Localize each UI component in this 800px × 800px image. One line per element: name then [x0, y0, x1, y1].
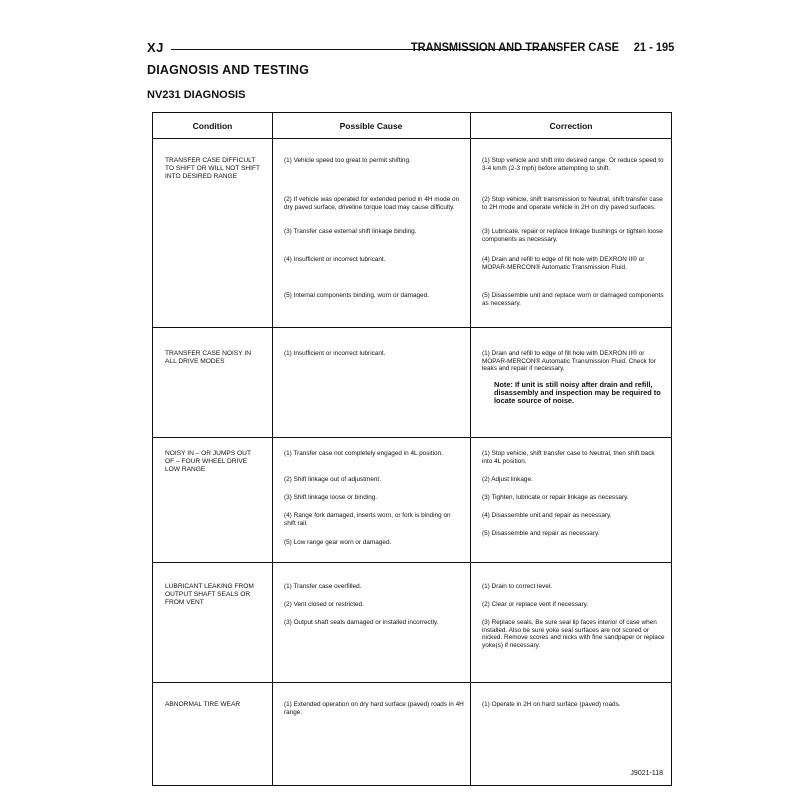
vehicle-code: XJ — [147, 40, 164, 55]
column-header-possible-cause: Possible Cause — [339, 121, 403, 131]
header-right — [411, 40, 674, 54]
row-2-condition: TRANSFER CASE NOISY IN ALL DRIVE MODES — [165, 350, 251, 365]
row-1-cause-5: (5) Internal components binding, worn or damaged. — [284, 292, 429, 299]
row-4-correction-1: (1) Drain to correct level. — [482, 583, 552, 590]
row-3-cause-5: (5) Low range gear worn or damaged. — [284, 539, 392, 546]
section-title: DIAGNOSIS AND TESTING — [147, 63, 310, 77]
row-5-correction-1: (1) Operate in 2H on hard surface (paved) roads. — [482, 701, 621, 708]
subsection-title: NV231 DIAGNOSIS — [147, 89, 246, 101]
row-3-cause-3: (3) Shift linkage loose or binding. — [284, 494, 378, 501]
row-4-correction-3: (3) Replace seals. Be sure seal lip faces interior of case when installed. Also be sure yoke seal surfaces are not scored or nicked. Remove scores and nicks with fine sandpaper or replace yoke(s) if necessary. — [482, 619, 665, 649]
row-3-correction-3: (3) Tighten, lubricate or repair linkage as necessary. — [482, 494, 629, 501]
page-number: 21 - 195 — [633, 40, 674, 54]
row-1-correction-1: (1) Stop vehicle and shift into desired range. Or reduce speed to 3-4 km/h (2-3 mph) before attempting to shift. — [482, 157, 664, 172]
row-divider-4 — [153, 682, 671, 683]
row-divider-1 — [153, 327, 671, 328]
figure-id: J9021-118 — [630, 770, 663, 777]
row-3-cause-2: (2) Shift linkage out of adjustment. — [284, 476, 381, 483]
row-3-condition: NOISY IN – OR JUMPS OUT OF – FOUR WHEEL DRIVE LOW RANGE — [165, 450, 251, 473]
row-1-cause-3: (3) Transfer case external shift linkage binding. — [284, 228, 417, 235]
row-2-correction-1: (1) Drain and refill to edge of fill hole with DEXRON II® or MOPAR-MERCON® Automatic Transmission Fluid. Check for leaks and repair if necessary. — [482, 350, 656, 373]
row-1-cause-2: (2) If vehicle was operated for extended period in 4H mode on dry paved surface, driveline torque load may cause difficulty. — [284, 196, 460, 211]
row-divider-3 — [153, 562, 671, 563]
row-5-condition: ABNORMAL TIRE WEAR — [165, 701, 241, 708]
page-header — [147, 40, 674, 60]
row-4-cause-2: (2) Vent closed or restricted. — [284, 601, 364, 608]
row-1-correction-3: (3) Lubricate, repair or replace linkage bushings or tighten loose components as necessary. — [482, 228, 663, 243]
header-divider — [153, 138, 671, 139]
column-header-condition: Condition — [192, 121, 233, 131]
row-1-correction-5: (5) Disassemble unit and replace worn or damaged components as necessary. — [482, 292, 664, 307]
row-3-correction-5: (5) Disassemble and repair as necessary. — [482, 530, 600, 537]
row-1-cause-1: (1) Vehicle speed too great to permit shifting. — [284, 157, 411, 164]
row-5-cause-1: (1) Extended operation on dry hard surface (paved) roads in 4H range. — [284, 701, 464, 716]
row-1-cause-4: (4) Insufficient or incorrect lubricant. — [284, 256, 386, 263]
row-1-correction-2: (2) Stop vehicle, shift transmission to Neutral, shift transfer case to 2H mode and operate vehicle in 2H on dry paved surfaces. — [482, 196, 663, 211]
column-header-correction: Correction — [549, 121, 593, 131]
row-3-correction-4: (4) Disassemble unit and repair as necessary. — [482, 512, 612, 519]
row-2-cause-1: (1) Insufficient or incorrect lubricant. — [284, 350, 386, 357]
row-1-condition: TRANSFER CASE DIFFICULT TO SHIFT OR WILL NOT SHIFT INTO DESIRED RANGE — [165, 157, 260, 180]
row-4-condition: LUBRICANT LEAKING FROM OUTPUT SHAFT SEALS OR FROM VENT — [165, 583, 254, 606]
row-2-correction-note: Note: If unit is still noisy after drain and refill, disassembly and inspection may be required to locate source of noise. — [494, 380, 661, 405]
chapter-title: TRANSMISSION AND TRANSFER CASE — [410, 40, 619, 54]
column-divider-1 — [272, 113, 273, 785]
row-4-cause-1: (1) Transfer case overfilled. — [284, 583, 362, 590]
column-divider-2 — [470, 113, 471, 785]
row-3-correction-1: (1) Stop vehicle, shift transfer case to Neutral, then shift back into 4L position. — [482, 450, 655, 465]
row-1-correction-4: (4) Drain and refill to edge of fill hole with DEXRON II® or MOPAR-MERCON® Automatic Transmission Fluid. — [482, 256, 645, 271]
row-4-cause-3: (3) Output shaft seals damaged or installed incorrectly. — [284, 619, 439, 626]
row-3-correction-2: (2) Adjust linkage. — [482, 476, 533, 483]
row-divider-2 — [153, 437, 671, 438]
row-3-cause-4: (4) Range fork damaged, inserts worn, or fork is binding on shift rail. — [284, 512, 451, 527]
row-4-correction-2: (2) Clear or replace vent if necessary. — [482, 601, 589, 608]
diagnosis-table — [152, 112, 672, 786]
row-3-cause-1: (1) Transfer case not completely engaged in 4L position. — [284, 450, 443, 457]
